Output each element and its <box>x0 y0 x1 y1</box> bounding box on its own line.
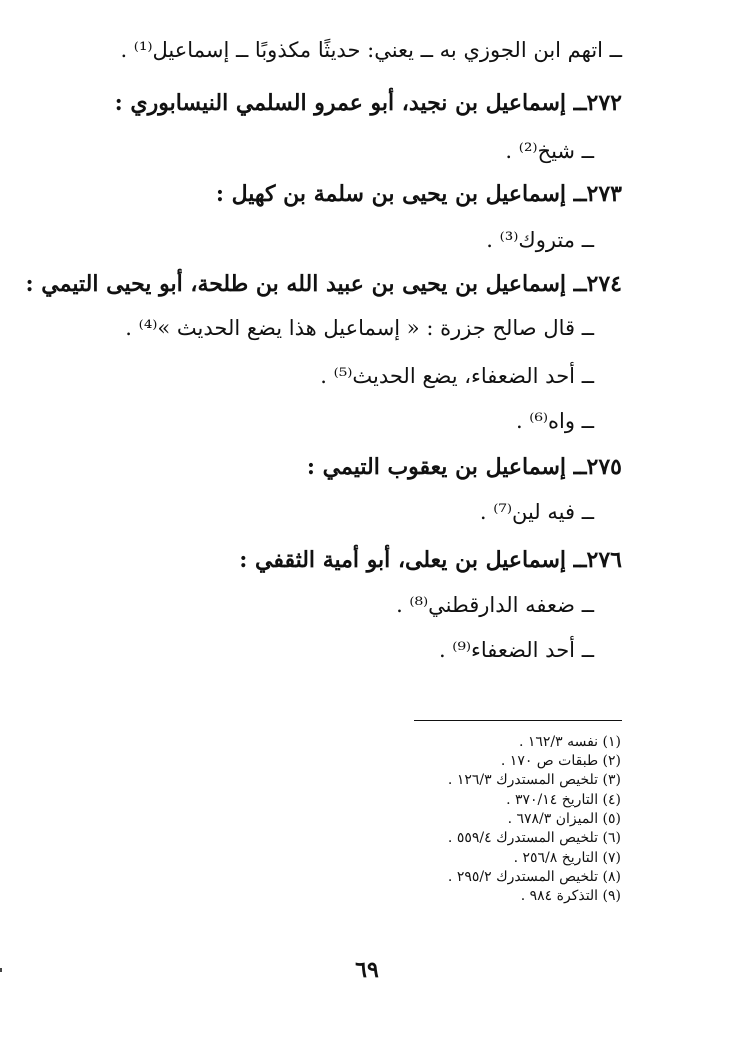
entry-heading: ٢٧٤ــ إسماعيل بن يحيى بن عبيد الله بن طلحة، أبو يحيى التيمي : <box>25 271 622 297</box>
text-line: ــ فيه لين⁽⁷⁾ . <box>479 500 594 524</box>
footnote-separator <box>414 720 622 721</box>
text-line: ــ قال صالح جزرة : « إسماعيل هذا يضع الحديث »⁽⁴⁾ . <box>125 316 594 340</box>
footnote: (٤) التاريخ ٣٧٠/١٤ . <box>506 792 621 808</box>
scan-edge-mark <box>0 968 2 972</box>
text-line: ــ واه⁽⁶⁾ . <box>515 409 594 433</box>
text-line: ــ أحد الضعفاء، يضع الحديث⁽⁵⁾ . <box>320 364 594 388</box>
footnote: (٥) الميزان ٦٧٨/٣ . <box>507 811 621 827</box>
footnote: (١) نفسه ١٦٢/٣ . <box>518 734 621 750</box>
footnote: (٧) التاريخ ٢٥٦/٨ . <box>513 850 621 866</box>
text-line: ــ متروك⁽³⁾ . <box>486 228 594 252</box>
text-line: ــ شيخ⁽²⁾ . <box>505 139 594 163</box>
entry-heading: ٢٧٥ــ إسماعيل بن يعقوب التيمي : <box>306 454 622 480</box>
entry-heading: ٢٧٦ــ إسماعيل بن يعلى، أبو أمية الثقفي : <box>239 547 622 573</box>
page-number: ٦٩ <box>355 957 379 983</box>
footnote: (٦) تلخيص المستدرك ٥٥٩/٤ . <box>447 830 621 846</box>
text-line: ــ أحد الضعفاء⁽⁹⁾ . <box>438 638 594 662</box>
entry-heading: ٢٧٢ــ إسماعيل بن نجيد، أبو عمرو السلمي النيسابوري : <box>114 90 622 116</box>
footnote: (٨) تلخيص المستدرك ٢٩٥/٢ . <box>447 869 621 885</box>
footnote: (٣) تلخيص المستدرك ١٢٦/٣ . <box>447 772 621 788</box>
entry-heading: ٢٧٣ــ إسماعيل بن يحيى بن سلمة بن كهيل : <box>215 181 622 207</box>
text-line: ــ اتهم ابن الجوزي به ــ يعني: حديثًا مكذوبًا ــ إسماعيل⁽¹⁾ . <box>120 38 622 62</box>
footnote: (٢) طبقات ص ١٧٠ . <box>500 753 621 769</box>
footnote: (٩) التذكرة ٩٨٤ . <box>520 888 621 904</box>
text-line: ــ ضعفه الدارقطني⁽⁸⁾ . <box>396 593 594 617</box>
